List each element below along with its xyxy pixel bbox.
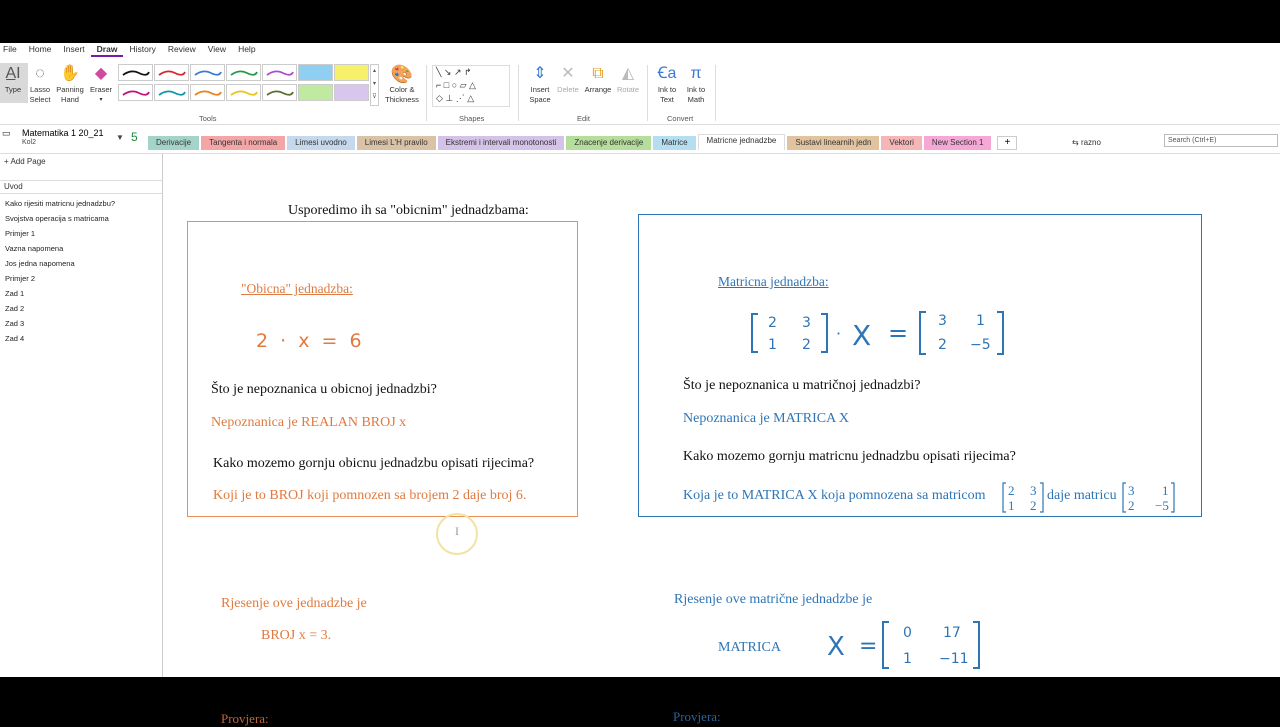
add-page-button[interactable]: [4, 157, 46, 166]
menu-file[interactable]: File: [3, 44, 17, 54]
menu-bar: [0, 43, 1280, 57]
page-item[interactable]: Zad 2: [5, 304, 25, 313]
inline-matA-12: 3: [1030, 483, 1037, 498]
inline-matB-22: −5: [1155, 498, 1169, 513]
edit-group-label: Edit: [577, 114, 590, 123]
rotate-label: Rotate: [616, 85, 640, 94]
menu-review[interactable]: Review: [167, 44, 196, 54]
draw-ribbon: [0, 59, 1280, 125]
eraser-icon: ◆: [94, 65, 108, 82]
matX-12: 17: [943, 625, 961, 641]
ink-to-math-icon: π: [690, 65, 702, 82]
ink-to-math-label: Ink to Math: [686, 85, 706, 104]
inline-matA-21: 1: [1008, 498, 1015, 513]
pen-swatch[interactable]: [262, 84, 297, 101]
ordinary-solution-text: Rjesenje ove jednadzbe je: [221, 596, 367, 611]
matA-21: 1: [768, 337, 777, 353]
convert-group-label: Convert: [667, 114, 694, 123]
tools-group-label: Tools: [199, 114, 217, 123]
panning-label: Panning Hand: [56, 85, 84, 104]
pen-swatch[interactable]: [118, 84, 153, 101]
matrix-answer-1: Nepoznanica je MATRICA X: [683, 411, 850, 426]
pen-swatch[interactable]: [226, 84, 261, 101]
section-tab[interactable]: Vektori: [881, 136, 921, 150]
notebook-subtitle: Kol2: [22, 139, 37, 146]
matB-21: 2: [938, 337, 947, 353]
delete-label: Delete: [557, 85, 579, 94]
section-tab[interactable]: Matrice: [653, 136, 695, 150]
ordinary-question-2: Kako mozemo gornju obicnu jednadzbu opisati rijecima?: [213, 456, 535, 471]
arrange-label: Arrange: [584, 85, 612, 94]
pen-swatch[interactable]: [334, 84, 369, 101]
insert-space-label: Insert Space: [529, 85, 551, 104]
ordinary-solution-value: BROJ x = 3.: [261, 628, 332, 643]
matrix-equation-box: [638, 214, 1202, 517]
pen-swatch[interactable]: [190, 64, 225, 81]
inline-matB-21: 2: [1128, 498, 1135, 513]
page-item[interactable]: Svojstva operacija s matricama: [5, 214, 109, 223]
shapes-icons: ╲ ↘ ↗ ↱ ⌐ □ ○ ▱ △ ◇ ⊥ ⋰ △: [436, 67, 476, 103]
inline-matB-11: 3: [1128, 483, 1135, 498]
separator: [518, 65, 519, 121]
pen-gallery-scroll[interactable]: ▴ ▾ ⊽: [370, 64, 379, 106]
pen-swatch[interactable]: [190, 84, 225, 101]
notebook-icon: ▭: [2, 128, 11, 138]
section-title-page[interactable]: Uvod: [0, 180, 162, 194]
folder-icon: ⇆: [1072, 138, 1081, 147]
matrix-answer-2-part1: Koja je to MATRICA X koja pomnozena sa matricom: [683, 488, 986, 503]
insert-space-button[interactable]: [525, 63, 555, 105]
section-tab[interactable]: Ekstremi i intervali monotonosti: [438, 136, 565, 150]
page-list: [0, 154, 163, 677]
matB-22: −5: [970, 337, 991, 353]
section-tab[interactable]: Limesi uvodno: [287, 136, 355, 150]
section-tab[interactable]: Derivacije: [148, 136, 199, 150]
page-item[interactable]: Kako rijesiti matricnu jednadzbu?: [5, 199, 116, 208]
matX-11: 0: [903, 625, 912, 641]
page-item[interactable]: Zad 4: [5, 334, 25, 343]
section-bar: [0, 126, 1280, 154]
add-page-label: Add Page: [10, 157, 46, 166]
matrix-solution-text: Rjesenje ove matrične jednadzbe je: [674, 592, 873, 607]
ordinary-equation-box: [187, 221, 578, 517]
page-item[interactable]: Jos jedna napomena: [5, 259, 75, 268]
eraser-label: Eraser: [89, 85, 113, 94]
pen-gallery: [118, 64, 380, 106]
inline-matA-11: 2: [1008, 483, 1015, 498]
ink-to-math-button[interactable]: [681, 63, 711, 105]
matrix-title: Matricna jednadzba:: [718, 274, 829, 289]
matrix-equation-ink: [748, 309, 1008, 357]
pages-list: [5, 196, 115, 346]
type-label: Type: [4, 85, 22, 94]
section-tabs: [148, 136, 1017, 150]
matB-11: 3: [938, 313, 947, 329]
pen-swatch[interactable]: [154, 64, 189, 81]
color-thickness-button[interactable]: [384, 63, 420, 105]
eraser-tool[interactable]: [86, 63, 116, 105]
ordinary-answer-2: Koji je to BROJ koji pomnozen sa brojem 2 daje broj 6.: [213, 488, 527, 503]
ordinary-title: "Obicna" jednadzba:: [241, 281, 353, 296]
section-tab[interactable]: Limesi L'H pravilo: [357, 136, 436, 150]
pen-swatch[interactable]: [154, 84, 189, 101]
note-canvas[interactable]: [163, 154, 1280, 726]
inline-matrix-B: [1121, 481, 1177, 515]
rotate-button[interactable]: [613, 63, 643, 95]
pen-swatch[interactable]: [118, 64, 153, 81]
matrix-solution-label: MATRICA: [718, 640, 782, 655]
pen-swatch[interactable]: [226, 64, 261, 81]
menu-draw[interactable]: Draw: [91, 43, 124, 57]
intro-text: Usporedimo ih sa "obicnim" jednadzbama:: [288, 203, 529, 218]
razno-label: razno: [1080, 138, 1101, 147]
svg-text:X: X: [852, 319, 872, 352]
section-group-razno[interactable]: [1072, 138, 1101, 147]
color-thickness-label: Color & Thickness: [385, 85, 419, 104]
inline-matrix-A: [1001, 481, 1045, 515]
notebook-count: 5: [131, 130, 138, 144]
svg-text:=: =: [888, 319, 909, 347]
inline-matB-12: 1: [1162, 483, 1169, 498]
search-input[interactable]: Search (Ctrl+E): [1164, 134, 1278, 147]
matA-12: 3: [802, 315, 811, 331]
arrange-button[interactable]: [583, 63, 613, 95]
menu-history[interactable]: History: [129, 44, 156, 54]
type-icon: A̲I: [5, 65, 21, 82]
ink-to-text-icon: Ꞓa: [657, 65, 677, 82]
ordinary-equation: 2 · x = 6: [256, 330, 365, 352]
section-tab[interactable]: New Section 1: [924, 136, 992, 150]
separator: [426, 65, 427, 121]
matX-22: −11: [939, 651, 969, 667]
insert-space-icon: ⇕: [533, 65, 547, 82]
notebook-name[interactable]: Matematika 1 20_21: [22, 128, 104, 138]
menu-view[interactable]: View: [207, 44, 227, 54]
menu-home[interactable]: Home: [28, 44, 52, 54]
pen-swatch[interactable]: [298, 64, 333, 81]
svg-text:·: ·: [836, 324, 842, 343]
separator: [647, 65, 648, 121]
matB-12: 1: [976, 313, 985, 329]
page-item[interactable]: Zad 1: [5, 289, 25, 298]
pen-swatch[interactable]: [298, 84, 333, 101]
matrix-check-label: Provjera:: [673, 709, 721, 724]
menu-insert[interactable]: Insert: [63, 44, 85, 54]
section-tab[interactable]: Znacenje derivacije: [566, 136, 651, 150]
page-item[interactable]: Primjer 1: [5, 229, 36, 238]
lasso-label: Lasso Select: [29, 85, 51, 104]
ink-to-text-button[interactable]: [652, 63, 682, 105]
matrix-solution-ink: [825, 619, 985, 671]
ordinary-check-label: Provjera:: [221, 711, 269, 726]
type-tool[interactable]: [0, 63, 28, 103]
eraser-dropdown-icon: ▾: [99, 97, 103, 103]
pen-swatch[interactable]: [334, 64, 369, 81]
arrange-icon: ⧉: [592, 65, 604, 82]
page-item[interactable]: Zad 3: [5, 319, 25, 328]
page-item[interactable]: Primjer 2: [5, 274, 36, 283]
matA-11: 2: [768, 315, 777, 331]
svg-text:=: =: [859, 634, 878, 659]
onenote-window: [0, 43, 1280, 726]
delete-icon: ✕: [561, 65, 575, 82]
matX-21: 1: [903, 651, 912, 667]
add-section-button[interactable]: +: [997, 136, 1017, 150]
panning-hand-tool[interactable]: [55, 63, 85, 105]
matrix-question-2: Kako mozemo gornju matricnu jednadzbu opisati rijecima?: [683, 449, 1016, 464]
matrix-answer-2-part2: daje matricu: [1047, 488, 1117, 503]
ink-to-text-label: Ink to Text: [657, 85, 677, 104]
matA-22: 2: [802, 337, 811, 353]
palette-icon: 🎨: [390, 64, 414, 84]
text-cursor-icon: I: [455, 524, 459, 538]
hand-icon: ✋: [60, 65, 80, 82]
inline-matA-22: 2: [1030, 498, 1037, 513]
lasso-tool[interactable]: [25, 63, 55, 105]
ordinary-answer-1: Nepoznanica je REALAN BROJ x: [211, 415, 407, 430]
chevron-down-icon[interactable]: ▼: [116, 133, 124, 142]
section-tab[interactable]: Matricne jednadzbe: [698, 134, 786, 150]
svg-text:X: X: [827, 632, 845, 662]
lasso-icon: ◌: [35, 65, 45, 82]
menu-help[interactable]: Help: [238, 44, 256, 54]
page-item[interactable]: Vazna napomena: [5, 244, 64, 253]
shapes-gallery[interactable]: [432, 65, 510, 107]
pen-swatch[interactable]: [262, 64, 297, 81]
plus-icon: +: [4, 157, 11, 166]
shapes-group-label: Shapes: [459, 114, 485, 123]
ordinary-question-1: Što je nepoznanica u obicnoj jednadzbi?: [211, 382, 437, 397]
section-tab[interactable]: Sustavi linearnih jedn: [787, 136, 879, 150]
separator: [715, 65, 716, 121]
rotate-icon: ◭: [621, 65, 635, 82]
delete-button[interactable]: [553, 63, 583, 95]
section-tab[interactable]: Tangenta i normala: [201, 136, 285, 150]
matrix-question-1: Što je nepoznanica u matričnoj jednadzbi?: [683, 378, 921, 393]
